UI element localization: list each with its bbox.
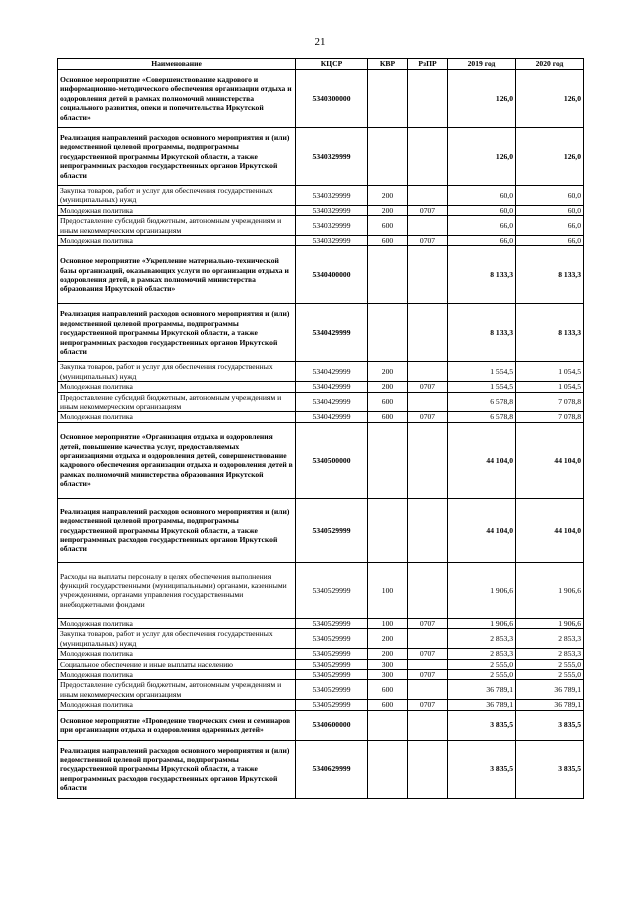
cell-2019: 60,0 (448, 186, 516, 206)
cell-2019: 2 555,0 (448, 669, 516, 679)
cell-name: Основное мероприятие «Организация отдыха и оздоровления детей, повышение качества услуг, предоставляемых организациями отдыха и оздоровления детей, совершенствование кадрового обеспечения организации отдыха и оздоровления детей в рамках полномочий министерства образования Иркутской области» (58, 422, 296, 498)
cell-2020: 44 104,0 (516, 422, 584, 498)
cell-2019: 2 555,0 (448, 659, 516, 669)
cell-kvr: 200 (368, 382, 408, 392)
table-row (58, 236, 584, 246)
cell-rzpr (408, 216, 448, 236)
cell-name: Молодежная политика (58, 382, 296, 392)
cell-rzpr (408, 498, 448, 562)
cell-kvr: 200 (368, 362, 408, 382)
table-row (58, 680, 584, 700)
table-row (58, 562, 584, 618)
cell-kvr: 300 (368, 669, 408, 679)
cell-kvr: 200 (368, 186, 408, 206)
cell-rzpr (408, 562, 448, 618)
table-row (58, 740, 584, 798)
cell-kcsr: 5340400000 (296, 246, 368, 304)
cell-name: Реализация направлений расходов основного мероприятия и (или) ведомственной целевой программы, подпрограммы государственной программы Иркутской области, а также непрограммных расходов государственных органов Иркутской области (58, 128, 296, 186)
cell-2020: 2 555,0 (516, 659, 584, 669)
cell-kcsr: 5340300000 (296, 70, 368, 128)
cell-kvr (368, 304, 408, 362)
cell-rzpr (408, 710, 448, 740)
cell-kcsr: 5340529999 (296, 659, 368, 669)
cell-kcsr: 5340529999 (296, 649, 368, 659)
table-row (58, 498, 584, 562)
cell-kvr: 200 (368, 649, 408, 659)
cell-kcsr: 5340329999 (296, 205, 368, 215)
table-row (58, 246, 584, 304)
cell-2019: 66,0 (448, 216, 516, 236)
cell-2019: 126,0 (448, 128, 516, 186)
cell-kvr: 300 (368, 659, 408, 669)
cell-kvr: 200 (368, 629, 408, 649)
cell-kvr (368, 740, 408, 798)
cell-2020: 2 853,3 (516, 649, 584, 659)
cell-name: Социальное обеспечение и иные выплаты населению (58, 659, 296, 669)
cell-name: Закупка товаров, работ и услуг для обеспечения государственных (муниципальных) нужд (58, 186, 296, 206)
cell-kvr (368, 246, 408, 304)
header-kvr: КВР (368, 59, 408, 70)
table-row (58, 304, 584, 362)
cell-rzpr (408, 246, 448, 304)
cell-kcsr: 5340429999 (296, 362, 368, 382)
header-2019: 2019 год (448, 59, 516, 70)
cell-kvr: 600 (368, 412, 408, 422)
cell-rzpr (408, 128, 448, 186)
cell-2019: 2 853,3 (448, 629, 516, 649)
cell-rzpr (408, 680, 448, 700)
page-number: 21 (314, 36, 326, 48)
cell-kcsr: 5340329999 (296, 128, 368, 186)
cell-2020: 8 133,3 (516, 246, 584, 304)
cell-name: Предоставление субсидий бюджетным, автономным учреждениям и иным некоммерческим организациям (58, 392, 296, 412)
cell-kvr: 100 (368, 562, 408, 618)
cell-2019: 1 554,5 (448, 362, 516, 382)
cell-kcsr: 5340329999 (296, 236, 368, 246)
cell-kcsr: 5340529999 (296, 562, 368, 618)
cell-kvr (368, 128, 408, 186)
cell-name: Молодежная политика (58, 618, 296, 628)
cell-rzpr (408, 70, 448, 128)
cell-name: Молодежная политика (58, 649, 296, 659)
cell-2019: 44 104,0 (448, 422, 516, 498)
table-header-row (58, 59, 584, 70)
header-kcsr: КЦСР (296, 59, 368, 70)
cell-kcsr: 5340629999 (296, 740, 368, 798)
cell-kvr: 600 (368, 392, 408, 412)
cell-rzpr (408, 304, 448, 362)
header-rzpr: РзПР (408, 59, 448, 70)
cell-2020: 66,0 (516, 236, 584, 246)
cell-2019: 3 835,5 (448, 740, 516, 798)
cell-rzpr: 0707 (408, 205, 448, 215)
cell-2020: 2 555,0 (516, 669, 584, 679)
cell-2020: 126,0 (516, 70, 584, 128)
cell-kvr: 200 (368, 205, 408, 215)
cell-rzpr: 0707 (408, 649, 448, 659)
cell-2020: 1 906,6 (516, 562, 584, 618)
cell-kvr (368, 70, 408, 128)
cell-2020: 1 054,5 (516, 382, 584, 392)
cell-rzpr: 0707 (408, 382, 448, 392)
cell-2020: 126,0 (516, 128, 584, 186)
cell-2019: 60,0 (448, 205, 516, 215)
table-row (58, 629, 584, 649)
cell-name: Предоставление субсидий бюджетным, автономным учреждениям и иным некоммерческим организациям (58, 216, 296, 236)
table-body (58, 70, 584, 799)
table-row (58, 70, 584, 128)
cell-kcsr: 5340429999 (296, 382, 368, 392)
cell-kcsr: 5340429999 (296, 304, 368, 362)
cell-kcsr: 5340529999 (296, 629, 368, 649)
cell-2020: 1 054,5 (516, 362, 584, 382)
cell-name: Молодежная политика (58, 700, 296, 710)
cell-rzpr: 0707 (408, 700, 448, 710)
cell-name: Молодежная политика (58, 412, 296, 422)
cell-rzpr: 0707 (408, 236, 448, 246)
cell-rzpr (408, 659, 448, 669)
cell-name: Молодежная политика (58, 236, 296, 246)
table-row (58, 362, 584, 382)
cell-name: Основное мероприятие «Проведение творческих смен и семинаров при организации отдыха и оздоровления одаренных детей» (58, 710, 296, 740)
cell-kvr: 600 (368, 216, 408, 236)
cell-2019: 66,0 (448, 236, 516, 246)
cell-2020: 44 104,0 (516, 498, 584, 562)
cell-kcsr: 5340429999 (296, 412, 368, 422)
header-2020: 2020 год (516, 59, 584, 70)
cell-kvr: 600 (368, 680, 408, 700)
cell-rzpr (408, 422, 448, 498)
cell-name: Предоставление субсидий бюджетным, автономным учреждениям и иным некоммерческим организациям (58, 680, 296, 700)
cell-kcsr: 5340529999 (296, 680, 368, 700)
cell-kcsr: 5340600000 (296, 710, 368, 740)
table-row (58, 618, 584, 628)
cell-2020: 66,0 (516, 216, 584, 236)
cell-2019: 1 906,6 (448, 562, 516, 618)
cell-2020: 60,0 (516, 186, 584, 206)
table-row (58, 128, 584, 186)
cell-kcsr: 5340529999 (296, 669, 368, 679)
cell-name: Основное мероприятие «Совершенствование кадрового и информационно-методического обеспечения организации отдыха и оздоровления детей в рамках полномочий министерства социального развития, опеки и попечительства Иркутской области» (58, 70, 296, 128)
cell-2019: 3 835,5 (448, 710, 516, 740)
cell-kcsr: 5340529999 (296, 498, 368, 562)
table-row (58, 659, 584, 669)
cell-kvr (368, 710, 408, 740)
cell-kcsr: 5340529999 (296, 700, 368, 710)
cell-2020: 8 133,3 (516, 304, 584, 362)
cell-2020: 3 835,5 (516, 740, 584, 798)
cell-name: Молодежная политика (58, 669, 296, 679)
cell-2019: 8 133,3 (448, 304, 516, 362)
cell-2019: 8 133,3 (448, 246, 516, 304)
cell-kvr: 100 (368, 618, 408, 628)
cell-2020: 7 078,8 (516, 392, 584, 412)
cell-2019: 1 906,6 (448, 618, 516, 628)
cell-2020: 1 906,6 (516, 618, 584, 628)
cell-name: Реализация направлений расходов основного мероприятия и (или) ведомственной целевой программы, подпрограммы государственной программы Иркутской области, а также непрограммных расходов государственных органов Иркутской области (58, 498, 296, 562)
cell-2020: 36 789,1 (516, 700, 584, 710)
cell-2020: 60,0 (516, 205, 584, 215)
cell-2020: 3 835,5 (516, 710, 584, 740)
cell-kcsr: 5340329999 (296, 186, 368, 206)
table-row (58, 669, 584, 679)
cell-kcsr: 5340500000 (296, 422, 368, 498)
table-row (58, 710, 584, 740)
cell-2020: 36 789,1 (516, 680, 584, 700)
cell-name: Молодежная политика (58, 205, 296, 215)
table-row (58, 422, 584, 498)
header-name: Наименование (58, 59, 296, 70)
table-row (58, 412, 584, 422)
cell-2019: 6 578,8 (448, 392, 516, 412)
cell-2020: 7 078,8 (516, 412, 584, 422)
cell-name: Расходы на выплаты персоналу в целях обеспечения выполнения функций государственными (муниципальными) органами, казенными учреждениями, органами управления государственными внебюджетными фондами (58, 562, 296, 618)
budget-table (57, 58, 584, 799)
cell-2020: 2 853,3 (516, 629, 584, 649)
table-row (58, 382, 584, 392)
table-row (58, 700, 584, 710)
cell-name: Реализация направлений расходов основного мероприятия и (или) ведомственной целевой программы, подпрограммы государственной программы Иркутской области, а также непрограммных расходов государственных органов Иркутской области (58, 740, 296, 798)
cell-kvr: 600 (368, 700, 408, 710)
table-row (58, 392, 584, 412)
cell-rzpr: 0707 (408, 412, 448, 422)
cell-kcsr: 5340429999 (296, 392, 368, 412)
cell-rzpr (408, 186, 448, 206)
cell-2019: 36 789,1 (448, 680, 516, 700)
cell-kvr (368, 422, 408, 498)
table-row (58, 216, 584, 236)
cell-2019: 36 789,1 (448, 700, 516, 710)
cell-rzpr (408, 362, 448, 382)
cell-kvr: 600 (368, 236, 408, 246)
cell-2019: 2 853,3 (448, 649, 516, 659)
cell-kcsr: 5340529999 (296, 618, 368, 628)
cell-2019: 1 554,5 (448, 382, 516, 392)
cell-name: Закупка товаров, работ и услуг для обеспечения государственных (муниципальных) нужд (58, 629, 296, 649)
cell-rzpr (408, 740, 448, 798)
cell-2019: 44 104,0 (448, 498, 516, 562)
table-row (58, 186, 584, 206)
cell-name: Закупка товаров, работ и услуг для обеспечения государственных (муниципальных) нужд (58, 362, 296, 382)
cell-rzpr (408, 629, 448, 649)
cell-rzpr (408, 392, 448, 412)
cell-2019: 126,0 (448, 70, 516, 128)
cell-kcsr: 5340329999 (296, 216, 368, 236)
cell-rzpr: 0707 (408, 669, 448, 679)
cell-name: Реализация направлений расходов основного мероприятия и (или) ведомственной целевой программы, подпрограммы государственной программы Иркутской области, а также непрограммных расходов государственных органов Иркутской области (58, 304, 296, 362)
cell-2019: 6 578,8 (448, 412, 516, 422)
cell-kvr (368, 498, 408, 562)
cell-rzpr: 0707 (408, 618, 448, 628)
cell-name: Основное мероприятие «Укрепление материально-технической базы организаций, оказывающих услуги по организации отдыха и оздоровления детей, в рамках полномочий министерства образования Иркутской области» (58, 246, 296, 304)
table-row (58, 205, 584, 215)
table-row (58, 649, 584, 659)
